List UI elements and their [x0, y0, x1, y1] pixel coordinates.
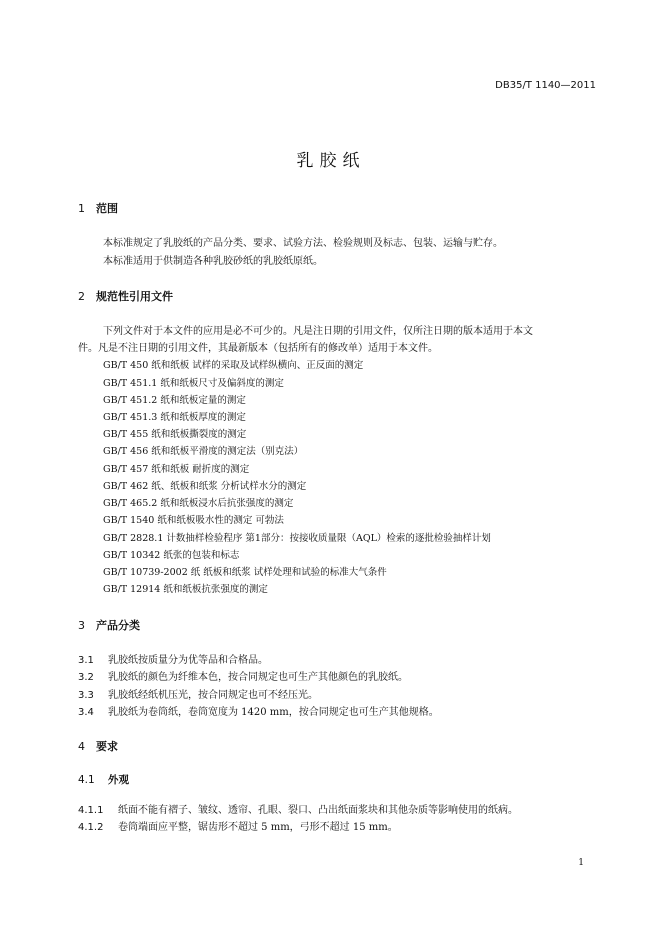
- reference-item: GB/T 456 纸和纸板平滑度的测定法（别克法）: [103, 446, 304, 457]
- clause-number: 3.3: [78, 690, 94, 701]
- page-number: 1: [578, 858, 584, 868]
- reference-item: GB/T 465.2 纸和纸板浸水后抗张强度的测定: [103, 498, 294, 509]
- clause-item: [78, 651, 268, 666]
- reference-item: GB/T 451.3 纸和纸板厚度的测定: [103, 412, 246, 423]
- reference-item: GB/T 457 纸和纸板 耐折度的测定: [103, 464, 250, 475]
- section-heading-normative-references: [78, 288, 173, 304]
- section-heading-requirements: [78, 738, 118, 754]
- clause-number: 3.1: [78, 655, 94, 666]
- section-number: 2: [78, 290, 85, 303]
- clause-item: [78, 801, 518, 816]
- section-title: 产品分类: [96, 619, 140, 632]
- reference-item: GB/T 450 纸和纸板 试样的采取及试样纵横向、正反面的测定: [103, 360, 364, 371]
- clause-text: 乳胶纸按质量分为优等品和合格品。: [108, 655, 268, 666]
- clause-text: 乳胶纸经纸机压光，按合同规定也可不经压光。: [108, 690, 318, 701]
- clause-item: [78, 703, 439, 718]
- subsection-number: 4.1: [78, 774, 95, 786]
- clause-item: [78, 818, 398, 833]
- paragraph: 本标准规定了乳胶纸的产品分类、要求、试验方法、检验规则及标志、包装、运输与贮存。: [103, 238, 503, 249]
- clause-item: [78, 668, 408, 683]
- clause-text: 乳胶纸的颜色为纤维本色，按合同规定也可生产其他颜色的乳胶纸。: [108, 672, 408, 683]
- reference-item: GB/T 12914 纸和纸板抗张强度的测定: [103, 584, 268, 595]
- clause-number: 3.2: [78, 672, 94, 683]
- reference-item: GB/T 1540 纸和纸板吸水性的测定 可勃法: [103, 515, 284, 526]
- section-title: 范围: [96, 202, 118, 215]
- paragraph: 件。凡是不注日期的引用文件，其最新版本（包括所有的修改单）适用于本文件。: [78, 343, 438, 354]
- paragraph: 本标准适用于供制造各种乳胶砂纸的乳胶纸原纸。: [103, 256, 323, 267]
- section-title: 规范性引用文件: [96, 290, 173, 303]
- section-title: 要求: [96, 740, 118, 753]
- subsection-heading-appearance: [78, 772, 129, 787]
- section-number: 3: [78, 619, 85, 632]
- clause-text: 纸面不能有褶子、皱纹、透帘、孔眼、裂口、凸出纸面浆块和其他杂质等影响使用的纸病。: [118, 805, 518, 816]
- paragraph: 下列文件对于本文件的应用是必不可少的。凡是注日期的引用文件，仅所注日期的版本适用于本文: [103, 326, 533, 337]
- section-heading-product-classification: [78, 617, 140, 633]
- clause-item: [78, 686, 318, 701]
- clause-number: 3.4: [78, 707, 94, 718]
- reference-item: GB/T 455 纸和纸板撕裂度的测定: [103, 429, 247, 440]
- section-heading-scope: [78, 200, 118, 216]
- clause-number: 4.1.1: [78, 805, 104, 816]
- document-id: DB35/T 1140—2011: [495, 80, 596, 91]
- page-title: 乳胶纸: [296, 151, 366, 171]
- reference-item: GB/T 10342 纸张的包装和标志: [103, 550, 240, 561]
- subsection-title: 外观: [108, 774, 129, 786]
- reference-item: GB/T 451.1 纸和纸板尺寸及偏斜度的测定: [103, 378, 284, 389]
- reference-item: GB/T 462 纸、纸板和纸浆 分析试样水分的测定: [103, 481, 307, 492]
- section-number: 1: [78, 202, 85, 215]
- reference-item: GB/T 10739-2002 纸 纸板和纸浆 试样处理和试验的标准大气条件: [103, 567, 387, 578]
- clause-text: 乳胶纸为卷筒纸，卷筒宽度为 1420 mm，按合同规定也可生产其他规格。: [108, 707, 439, 718]
- clause-text: 卷筒端面应平整，锯齿形不超过 5 mm，弓形不超过 15 mm。: [118, 822, 398, 833]
- section-number: 4: [78, 740, 85, 753]
- reference-item: GB/T 451.2 纸和纸板定量的测定: [103, 395, 246, 406]
- reference-item: GB/T 2828.1 计数抽样检验程序 第1部分：按接收质量限（AQL）检索的逐批检验抽样计划: [103, 533, 491, 544]
- clause-number: 4.1.2: [78, 822, 104, 833]
